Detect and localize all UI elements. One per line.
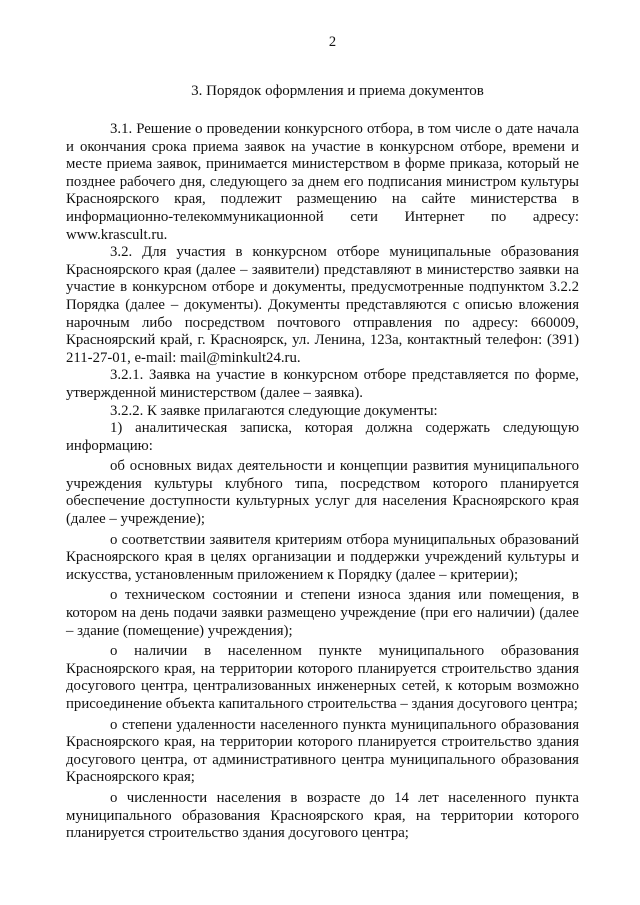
info-item-remoteness: о степени удаленности населенного пункта муниципального образования Красноярского края, на территории которого планируется строительство здания досугового центра, от административного центра муниципального образования Красноярского края;: [66, 716, 579, 786]
page-number: 2: [328, 34, 337, 50]
paragraph-3-2-2: 3.2.2. К заявке прилагаются следующие документы:: [110, 402, 438, 419]
paragraph-3-1: 3.1. Решение о проведении конкурсного отбора, в том числе о дате начала и окончания срока приема заявок на участие в конкурсном отборе, времени и месте приема заявок, принимается министерством в форме приказа, который не позднее рабочего дня, следующего за днем его подписания министром культуры Красноярского края, подлежит размещению на сайте министерства в информационно-телекоммуникационной сети Интернет по адресу: www.krascult.ru.: [66, 121, 579, 243]
info-item-criteria: о соответствии заявителя критериям отбора муниципальных образований Красноярского края в целях организации и поддержки учреждений культуры и искусства, установленным приложением к Порядку (далее – критерии);: [66, 531, 579, 583]
paragraph-3-2: 3.2. Для участия в конкурсном отборе муниципальные образования Красноярского края (далее – заявители) представляют в министерство заявки на участие в конкурсном отборе и документы, предусмотренные подпунктом 3.2.2 Порядка (далее – документы). Документы представляются с описью вложения нарочным либо посредством почтового отправления по адресу: 660009, Красноярский край, г. Красноярск, ул. Ленина, 123а, контактный телефон: (391) 211-27-01, e-mail: mail@minkult24.ru.: [66, 244, 579, 366]
info-item-engineering-networks: о наличии в населенном пункте муниципального образования Красноярского края, на территории которого планируется строительство здания досугового центра, централизованных инженерных сетей, к которым возможно присоединение объекта капитального строительства – здания досугового центра;: [66, 643, 579, 712]
section-title: 3. Порядок оформления и приема документов: [191, 83, 484, 99]
info-item-population: о численности населения в возрасте до 14 лет населенного пункта муниципального образования Красноярского края, на территории которого планируется строительство здания досугового центра;: [66, 789, 579, 842]
info-item-technical-state: о техническом состоянии и степени износа здания или помещения, в котором на день подачи заявки размещено учреждение (при его наличии) (далее – здание (помещение) учреждения);: [66, 587, 579, 639]
paragraph-3-2-1: 3.2.1. Заявка на участие в конкурсном отборе представляется по форме, утвержденной министерством (далее – заявка).: [66, 367, 579, 401]
list-item-1: 1) аналитическая записка, которая должна содержать следующую информацию:: [66, 420, 579, 454]
document-body: [66, 121, 579, 843]
info-item-activities: об основных видах деятельности и концепции развития муниципального учреждения культуры клубного типа, посредством которого планируется обеспечение доступности культурных услуг для населения Красноярского края (далее – учреждение);: [66, 458, 579, 528]
